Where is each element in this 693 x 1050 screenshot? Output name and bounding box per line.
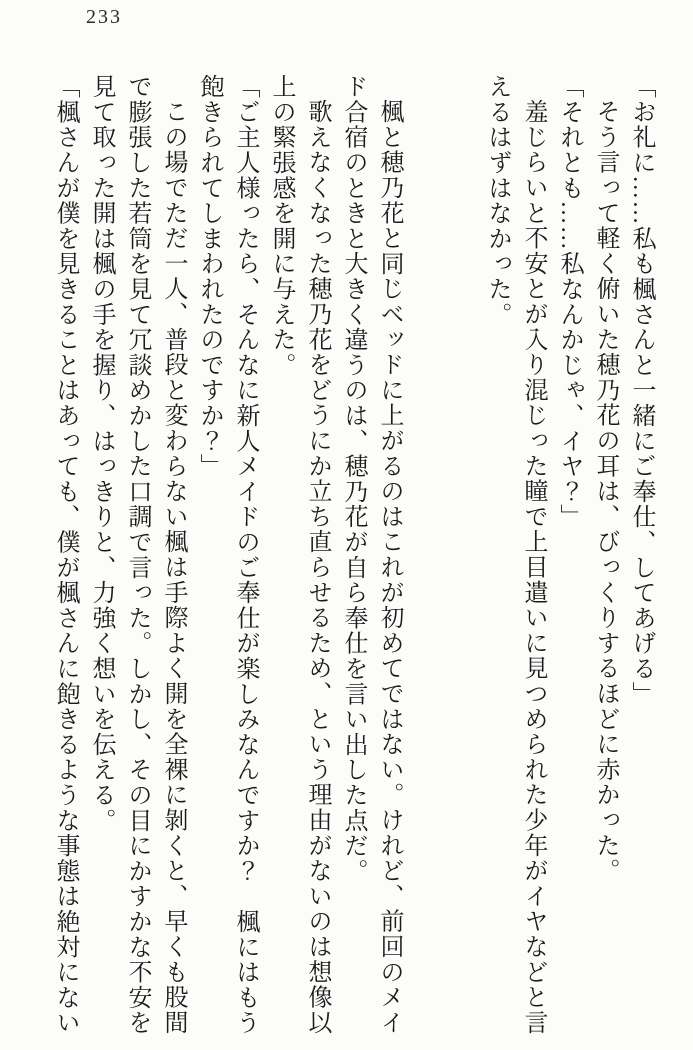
text-line: 「ご主人様ったら、そんなに新人メイドのご奉仕が楽しみなんですか？ 楓にはもう <box>232 74 258 1036</box>
text-line: で膨張した若筒を見て冗談めかした口調で言った。しかし、その目にかすかな不安を <box>124 74 150 1036</box>
text-line: 飽きられてしまわれたのですか？」 <box>196 74 222 479</box>
text-line: 「お礼に……私も楓さんと一緒にご奉仕、してあげる」 <box>628 74 654 707</box>
text-line: 「それとも……私なんかじゃ、イヤ？」 <box>556 74 582 530</box>
text-line: 見て取った開は楓の手を握り、はっきりと、力強く想いを伝える。 <box>88 74 114 833</box>
text-block <box>47 74 659 1044</box>
text-line: ド合宿のときと大きく違うのは、穂乃花が自ら奉仕を言い出した点だ。 <box>340 74 366 884</box>
text-line: この場でただ一人、普段と変わらない楓は手際よく開を全裸に剝くと、早くも股間 <box>160 99 186 1036</box>
text-line: 上の緊張感を開に与えた。 <box>268 74 294 378</box>
text-line: 「楓さんが僕を見きることはあっても、僕が楓さんに飽きるような事態は絶対にない <box>52 74 78 1036</box>
text-line: 羞じらいと不安とが入り混じった瞳で上目遣いに見つめられた少年がイヤなどと言 <box>520 99 546 1036</box>
page-number: 233 <box>86 6 122 28</box>
text-line: 歌えなくなった穂乃花をどうにか立ち直らせるため、という理由がないのは想像以 <box>304 99 330 1036</box>
text-line: 楓と穂乃花と同じベッドに上がるのはこれが初めてではない。けれど、前回のメイ <box>376 99 402 1036</box>
text-line: えるはずはなかった。 <box>484 74 510 327</box>
text-line: そう言って軽く俯いた穂乃花の耳は、びっくりするほどに赤かった。 <box>592 99 618 884</box>
